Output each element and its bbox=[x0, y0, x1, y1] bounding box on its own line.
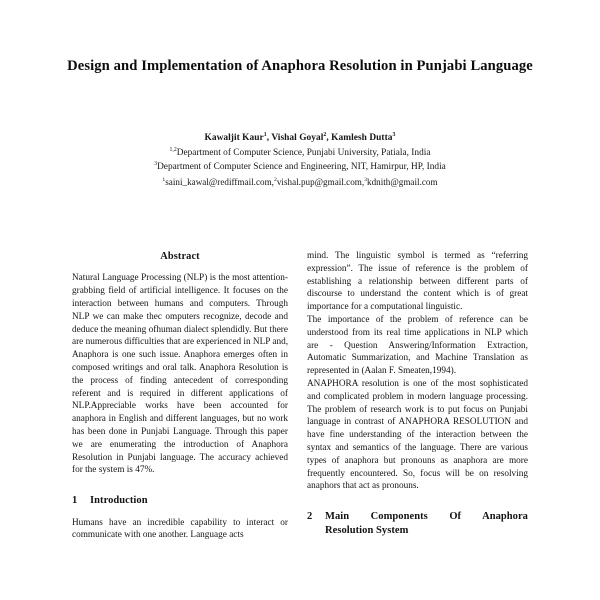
author-emails bbox=[40, 175, 560, 190]
section-2-title-line-1: Main Components Of Anaphora bbox=[325, 511, 528, 523]
affiliation-1-text: Department of Computer Science, Punjabi University, Patiala, India bbox=[176, 147, 431, 158]
email-3: kdnith@gmail.com bbox=[367, 177, 438, 188]
right-column bbox=[307, 250, 528, 537]
section-2-number: 2 bbox=[307, 511, 313, 523]
email-2: vishal.pup@gmail.com, bbox=[276, 177, 365, 188]
author-2-name: , Vishal Goyal bbox=[266, 133, 324, 143]
section-spacer bbox=[72, 477, 288, 494]
author-1-name: Kawaljit Kaur bbox=[204, 133, 264, 143]
author-3-affiliation-marker: 3 bbox=[392, 131, 396, 138]
email-3-marker: 3 bbox=[364, 177, 368, 184]
abstract-heading: Abstract bbox=[160, 251, 200, 262]
right-paragraph-2: The importance of the problem of reference can be understood from its real time applications in NLP which are - Question Answering/Information Extraction, Automatic Summarization, and Machine Translation as represented in (Aalan F. Smeaten,1994). bbox=[307, 314, 528, 377]
affiliation-2-text: Department of Computer Science and Engineering, NIT, Hamirpur, HP, India bbox=[157, 162, 446, 173]
section-1-number: 1 bbox=[72, 495, 78, 507]
affiliation-2-marker: 3 bbox=[154, 161, 158, 168]
author-names bbox=[40, 131, 560, 146]
author-1-affiliation-marker: 1 bbox=[263, 131, 267, 138]
section-2-heading bbox=[307, 510, 528, 523]
section-1-title: Introduction bbox=[90, 495, 148, 507]
section-1-paragraph: Humans have an incredible capability to interact or communicate with one another. Language acts bbox=[72, 517, 288, 541]
email-1-marker: 1 bbox=[162, 177, 166, 184]
author-block bbox=[40, 131, 560, 190]
section-1-heading bbox=[72, 494, 288, 507]
right-paragraph-1: mind. The linguistic symbol is termed as “referring expression”. The issue of reference is the problem of establishing a relationship between different parts of discourse to understand the content which is of great importance for a computational linguistic. bbox=[307, 251, 528, 313]
author-2-affiliation-marker: 2 bbox=[323, 131, 327, 138]
right-paragraph-3: ANAPHORA resolution is one of the most sophisticated and complicated problem in modern language processing. The problem of research work is to put focus on Punjabi language in contrast of ANAPHORA RESOLUTION and have fine understanding of the interaction between the syntax and semantics of the language. There are various types of anaphora but pronouns as anaphora are more frequently encountered. So, focus will be on resolving anaphors that act as pronouns. bbox=[307, 378, 528, 492]
email-1: saini_kawal@rediffmail.com, bbox=[165, 177, 274, 188]
affiliation-2 bbox=[40, 160, 560, 175]
author-3-name: , Kamlesh Dutta bbox=[326, 133, 393, 143]
left-column bbox=[72, 250, 288, 542]
affiliation-1-marker: 1,2 bbox=[169, 146, 177, 153]
email-2-marker: 2 bbox=[273, 177, 277, 184]
section-spacer bbox=[307, 493, 528, 510]
abstract-paragraph: Natural Language Processing (NLP) is the most attention-grabbing field of artificial intelligence. It focuses on the interaction between humans and computers. Through NLP we can make thec omputers recognize, decode and deduce the meaning ofhuman dialect splendidly. But there are numerous difficulties that are experienced in NLP and, Anaphora is one such issue. Anaphora emerges often in composed writings and oral talk. Anaphora Resolution is the process of finding antecedent of corresponding referent and is required in different applications of NLP.Appreciable works have been accounted for anaphora in English and different languages, but no work has been done in Punjabi Language. Through this paper we are enumerating the introduction of Anaphora Resolution in Punjabi language. The accuracy achieved for the system is 47%. bbox=[72, 273, 289, 476]
paper-title: Design and Implementation of Anaphora Resolution in Punjabi Language bbox=[67, 58, 533, 74]
section-2-number-spacer bbox=[307, 524, 325, 537]
section-2-title-line-2: Resolution System bbox=[325, 524, 409, 536]
affiliation-1 bbox=[40, 146, 560, 161]
section-2-heading-continued bbox=[307, 524, 528, 537]
